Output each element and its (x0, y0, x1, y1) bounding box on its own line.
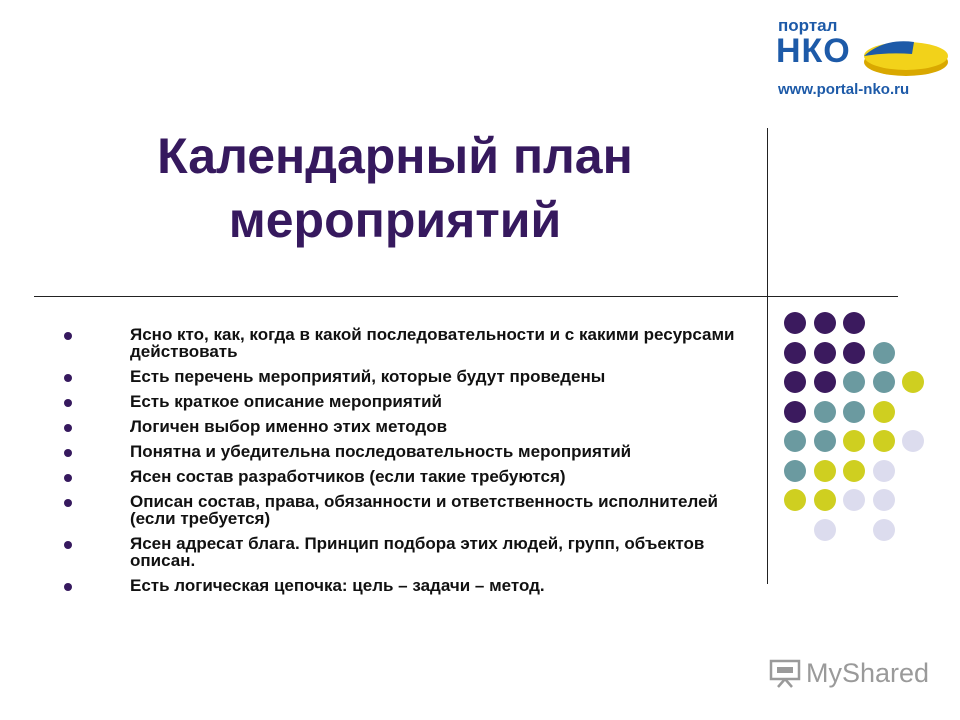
bullet-item (60, 418, 750, 435)
bullet-item (60, 326, 750, 360)
grid-dot (843, 371, 865, 393)
grid-dot (784, 401, 806, 423)
bullet-text: Ясен состав разработчиков (если такие требуются) (130, 467, 566, 486)
grid-dot (902, 371, 924, 393)
logo-small-text: портал (778, 16, 838, 35)
grid-dot (873, 489, 895, 511)
title-line-1: Календарный план (157, 128, 633, 184)
bullet-dot-icon (64, 399, 72, 407)
bullet-text: Есть перечень мероприятий, которые будут проведены (130, 367, 606, 386)
bullet-item (60, 368, 750, 385)
bullet-text: Описан состав, права, обязанности и ответственность исполнителей (если требуется) (130, 492, 718, 528)
bullet-dot-icon (64, 541, 72, 549)
presentation-icon (768, 658, 802, 688)
grid-dot (814, 342, 836, 364)
grid-dot (814, 430, 836, 452)
grid-dot (873, 519, 895, 541)
grid-dot (784, 371, 806, 393)
grid-dot (814, 401, 836, 423)
grid-dot (814, 460, 836, 482)
bullet-text: Ясно кто, как, когда в какой последовательности и с какими ресурсами действовать (130, 325, 735, 361)
grid-dot (784, 489, 806, 511)
grid-dot (873, 460, 895, 482)
grid-dot (902, 430, 924, 452)
bullet-dot-icon (64, 499, 72, 507)
horizontal-divider (34, 296, 898, 297)
bullet-dot-icon (64, 449, 72, 457)
grid-dot (784, 460, 806, 482)
bullet-item (60, 535, 750, 569)
bullet-list (60, 326, 750, 602)
bullet-dot-icon (64, 332, 72, 340)
grid-dot (784, 342, 806, 364)
bullet-text: Есть краткое описание мероприятий (130, 392, 442, 411)
vertical-divider (767, 128, 768, 584)
grid-dot (873, 401, 895, 423)
grid-dot (784, 430, 806, 452)
logo-big-text: НКО (776, 32, 851, 70)
portal-nko-logo[interactable] (772, 14, 952, 106)
grid-dot (843, 342, 865, 364)
myshared-watermark[interactable] (768, 656, 938, 692)
grid-dot (814, 519, 836, 541)
logo-url: www.portal-nko.ru (778, 81, 910, 98)
bullet-item (60, 577, 750, 594)
grid-dot (843, 489, 865, 511)
watermark-text: MyShared (806, 658, 930, 688)
bullet-dot-icon (64, 583, 72, 591)
grid-dot (873, 342, 895, 364)
bullet-dot-icon (64, 424, 72, 432)
bullet-item (60, 468, 750, 485)
bullet-text: Есть логическая цепочка: цель – задачи – метод. (130, 576, 545, 595)
grid-dot (843, 401, 865, 423)
bullet-text: Логичен выбор именно этих методов (130, 417, 448, 436)
bullet-text: Ясен адресат блага. Принцип подбора этих людей, групп, объектов описан. (130, 534, 705, 570)
bullet-item (60, 393, 750, 410)
title-line-2: мероприятий (228, 192, 562, 248)
grid-dot (814, 312, 836, 334)
grid-dot (814, 489, 836, 511)
grid-dot (873, 371, 895, 393)
grid-dot (814, 371, 836, 393)
logo-disc-icon (854, 32, 950, 80)
decorative-dot-grid (784, 312, 934, 552)
slide-title (40, 124, 750, 252)
bullet-text: Понятна и убедительна последовательность мероприятий (130, 442, 632, 461)
grid-dot (873, 430, 895, 452)
bullet-item (60, 443, 750, 460)
grid-dot (843, 312, 865, 334)
bullet-dot-icon (64, 474, 72, 482)
grid-dot (843, 460, 865, 482)
bullet-item (60, 493, 750, 527)
grid-dot (784, 312, 806, 334)
bullet-dot-icon (64, 374, 72, 382)
grid-dot (843, 430, 865, 452)
